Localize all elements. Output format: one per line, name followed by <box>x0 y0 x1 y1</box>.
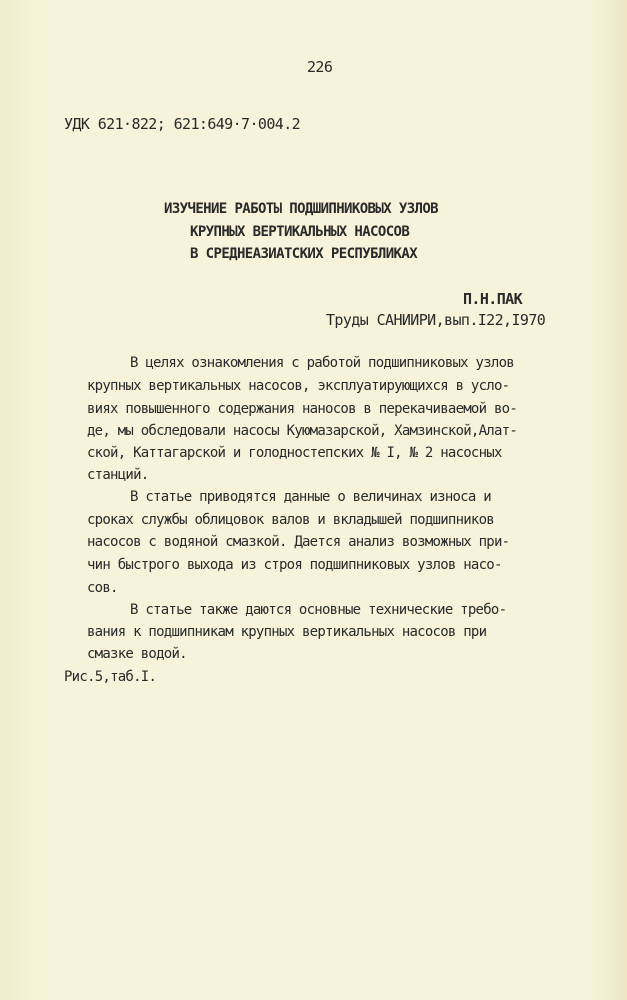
abstract-line: станций. <box>87 467 149 483</box>
abstract-line: В статье приводятся данные о величинах износа и <box>130 489 491 505</box>
source-citation: Труды САНИИРИ,вып.I22,I970 <box>326 311 546 329</box>
abstract-line: смазке водой. <box>87 646 187 662</box>
abstract-line: сроках службы облицовок валов и вкладышей подшипников <box>87 512 494 528</box>
abstract-line: чин быстрого выхода из строя подшипниковых узлов насо- <box>87 557 502 573</box>
abstract-line: вания к подшипникам крупных вертикальных насосов при <box>87 624 487 640</box>
abstract-line: виях повышенного содержания наносов в перекачиваемой во- <box>87 401 518 417</box>
abstract-line: крупных вертикальных насосов, эксплуатирующихся в усло- <box>87 378 510 394</box>
udk-classification: УДК 621·822; 621:649·7·004.2 <box>64 115 301 133</box>
abstract-line: ской, Каттагарской и голодностепских № I, № 2 насосных <box>87 445 502 461</box>
abstract-line: В статье также даются основные технические требо- <box>130 602 507 618</box>
figures-tables-count: Рис.5,таб.I. <box>64 669 157 685</box>
title-line-3: В СРЕДНЕАЗИАТСКИХ РЕСПУБЛИКАХ <box>190 246 418 262</box>
abstract-line: насосов с водяной смазкой. Дается анализ возможных при- <box>87 534 510 550</box>
page-number: 226 <box>307 58 333 76</box>
abstract-line: сов. <box>87 580 118 596</box>
title-line-1: ИЗУЧЕНИЕ РАБОТЫ ПОДШИПНИКОВЫХ УЗЛОВ <box>164 201 439 217</box>
abstract-line: В целях ознакомления с работой подшипниковых узлов <box>130 355 514 371</box>
author-name: П.Н.ПАК <box>463 290 523 308</box>
title-line-2: КРУПНЫХ ВЕРТИКАЛЬНЫХ НАСОСОВ <box>190 224 410 240</box>
abstract-line: де, мы обследовали насосы Куюмазарской, Хамзинской,Алат- <box>87 423 518 439</box>
